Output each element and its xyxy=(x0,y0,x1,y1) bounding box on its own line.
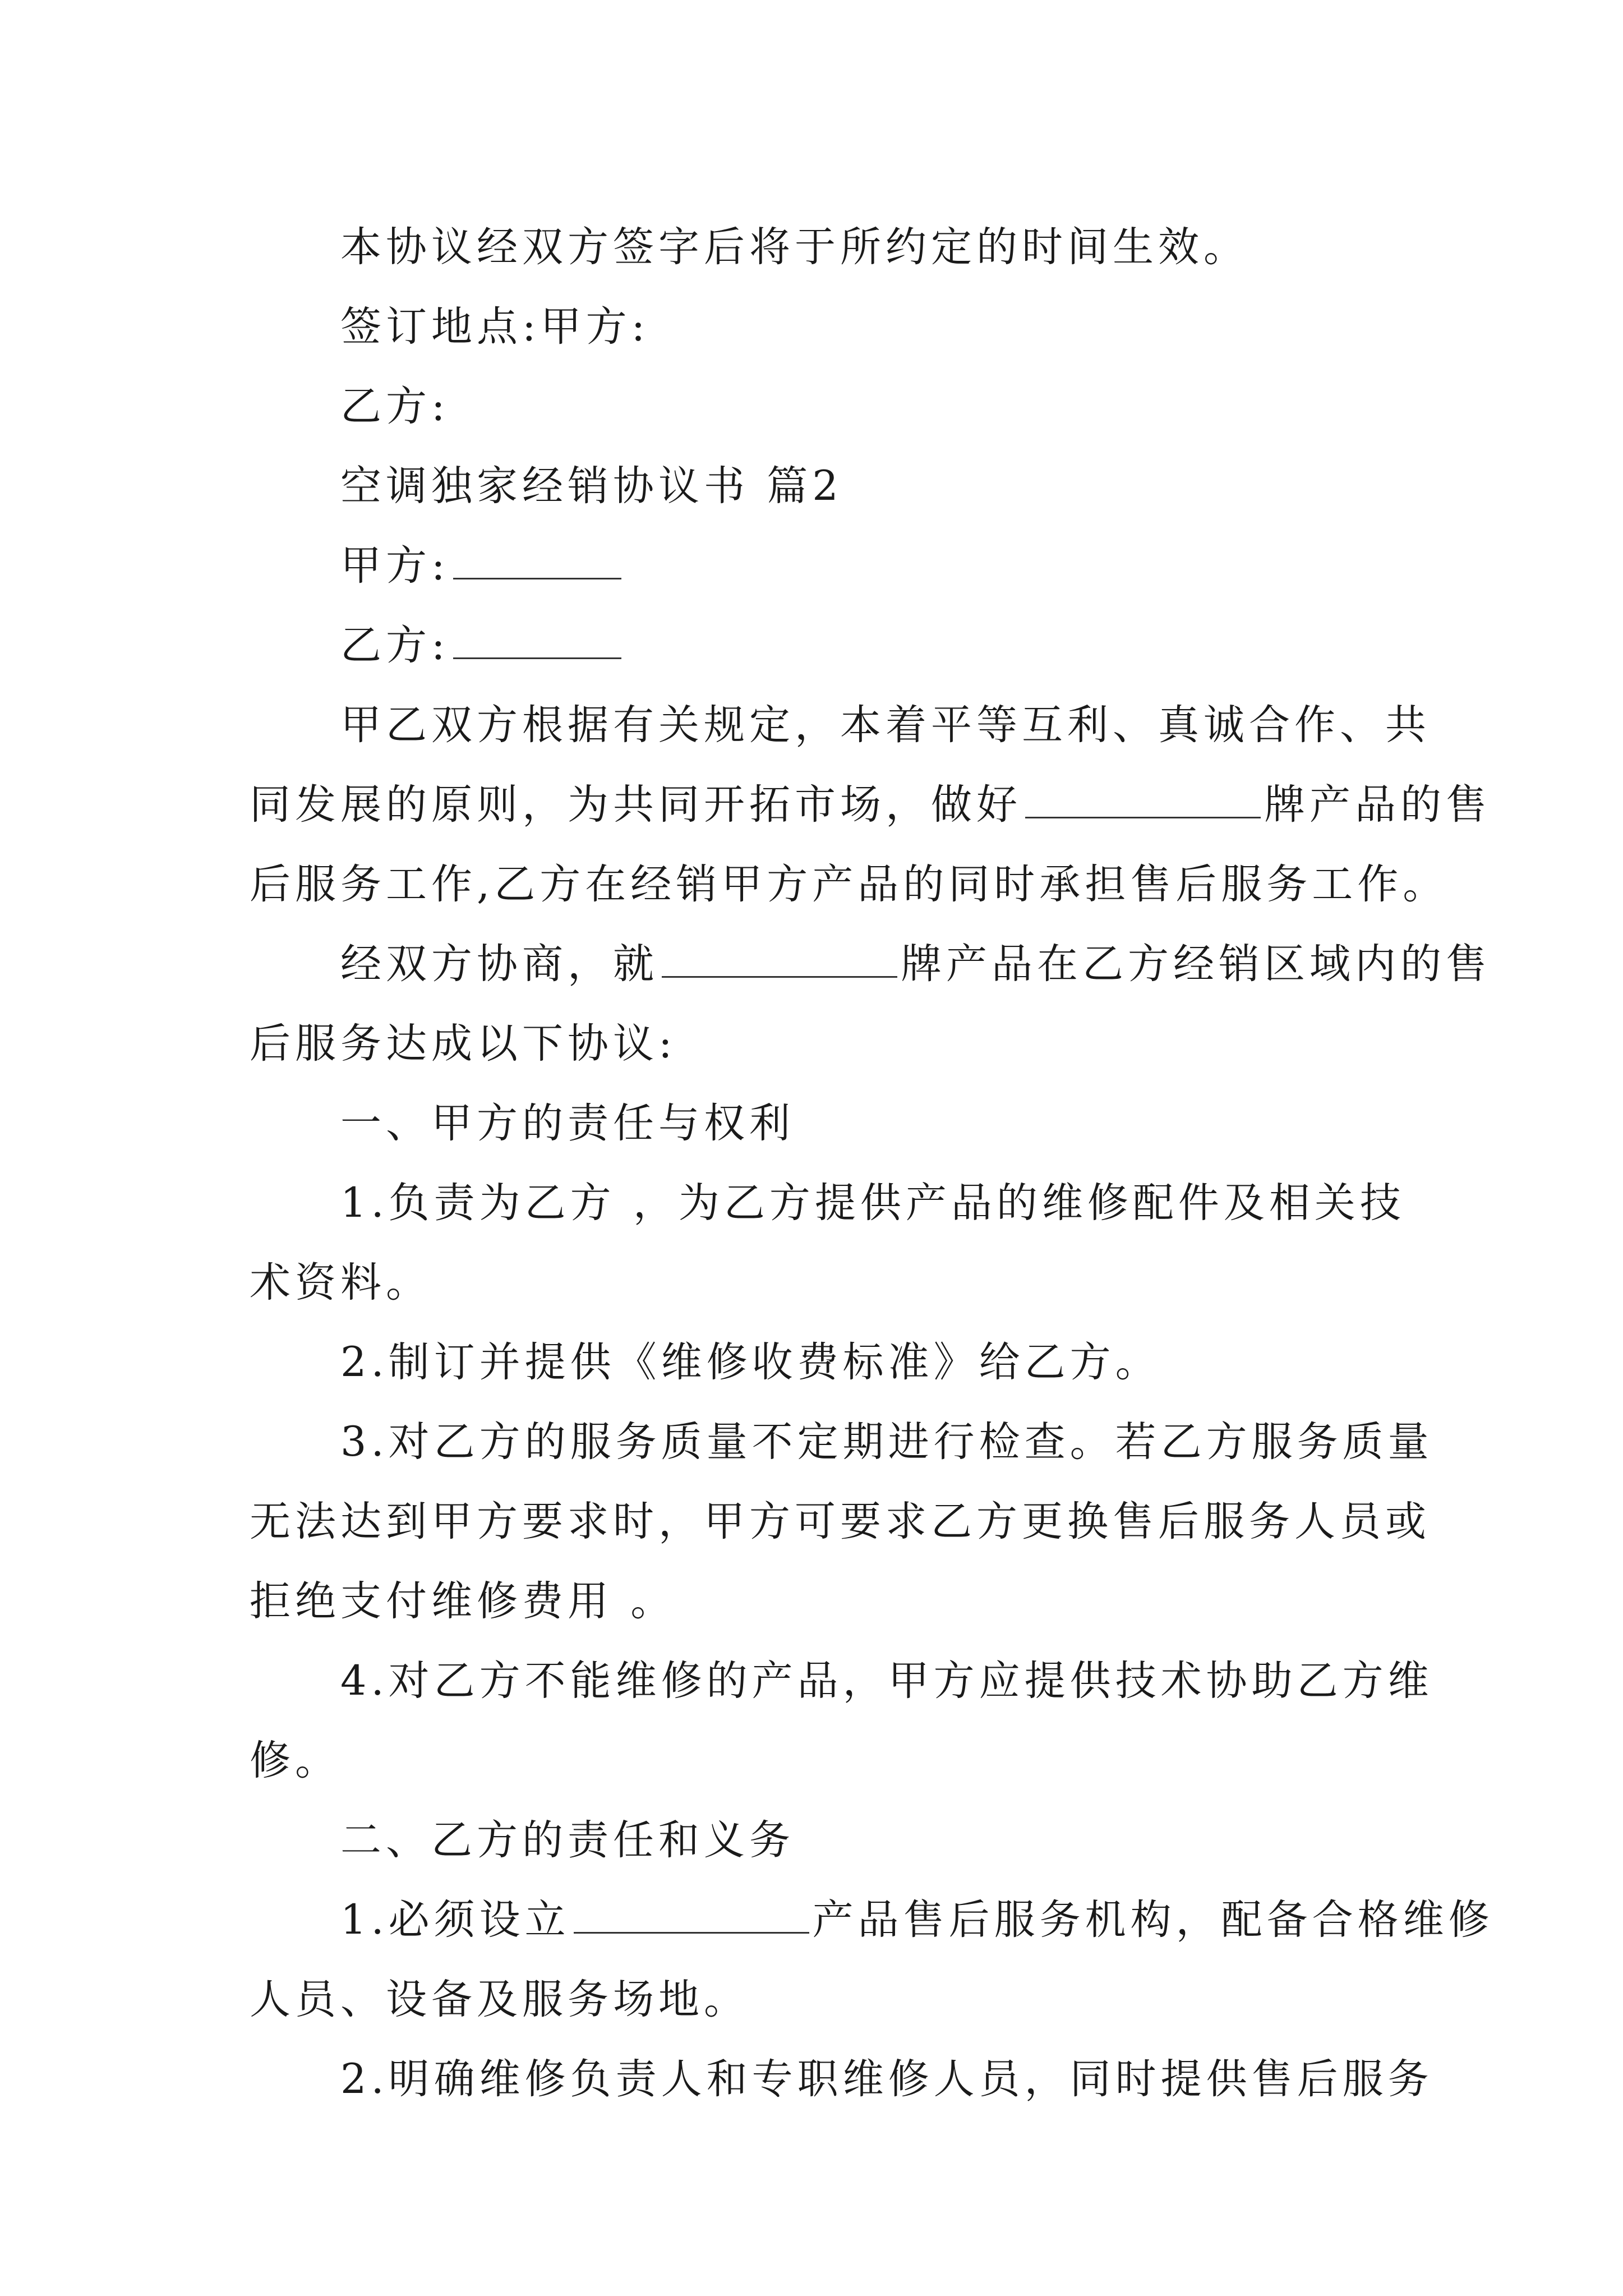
signing-place-line: 签订地点:甲方: xyxy=(340,303,650,351)
clause-line: 4.对乙方不能维修的产品，甲方应提供技术协助乙方维 xyxy=(340,1657,1433,1705)
party-b-line xyxy=(250,606,1388,685)
clause-line: 1.负责为乙方 ，为乙方提供产品的维修配件及相关技 xyxy=(340,1179,1405,1227)
clause-line: 人员、设备及服务场地。 xyxy=(250,1976,749,2023)
text-segment: 产品售后服务机构，配备合格维修 xyxy=(812,1896,1494,1944)
document-body xyxy=(250,208,1494,2119)
product-blank xyxy=(574,1932,809,1934)
party-b-blank xyxy=(453,657,621,659)
section-heading: 一、甲方的责任与权利 xyxy=(340,1099,795,1147)
text-segment: 1.必须设立 xyxy=(340,1896,570,1944)
clause-line: 术资料。 xyxy=(250,1259,431,1306)
party-b-label: 乙方: xyxy=(340,622,450,669)
clause-line: 修。 xyxy=(250,1737,340,1784)
paragraph-line: 后服务工作,乙方在经销甲方产品的同时承担售后服务工作。 xyxy=(250,861,1449,908)
clause-line: 2.制订并提供《维修收费标准》给乙方。 xyxy=(340,1338,1161,1386)
section-heading: 二、乙方的责任和义务 xyxy=(340,1816,795,1864)
clause-line: 无法达到甲方要求时，甲方可要求乙方更换售后服务人员或 xyxy=(250,1498,1431,1545)
clause-line xyxy=(250,1880,1494,1960)
clause-line: 2.明确维修负责人和专职维修人员，同时提供售后服务 xyxy=(340,2055,1433,2103)
clause-line: 拒绝支付维修费用 。 xyxy=(250,1577,676,1625)
text-segment: 牌产品在乙方经销区域内的售 xyxy=(901,940,1491,988)
paragraph-line: 甲乙双方根据有关规定，本着平等互利、真诚合作、共 xyxy=(340,701,1431,749)
brand-blank xyxy=(662,976,897,978)
paragraph-line: 后服务达成以下协议: xyxy=(250,1020,677,1068)
paragraph-line xyxy=(250,765,1491,845)
text-segment: 经双方协商，就 xyxy=(340,940,658,988)
paragraph-line xyxy=(250,924,1491,1004)
agreement-title: 空调独家经销协议书 篇2 xyxy=(340,462,843,510)
text-segment: 牌产品的售 xyxy=(1264,781,1491,829)
text-segment: 同发展的原则，为共同开拓市场，做好 xyxy=(250,781,1022,829)
party-a-line xyxy=(250,526,1388,606)
party-b-signature-line: 乙方: xyxy=(340,383,450,430)
party-a-label: 甲方: xyxy=(340,542,450,590)
brand-blank xyxy=(1025,817,1261,818)
party-a-blank xyxy=(453,578,621,579)
effective-clause: 本协议经双方签字后将于所约定的时间生效。 xyxy=(340,223,1249,271)
clause-line: 3.对乙方的服务质量不定期进行检查。若乙方服务质量 xyxy=(340,1418,1433,1466)
